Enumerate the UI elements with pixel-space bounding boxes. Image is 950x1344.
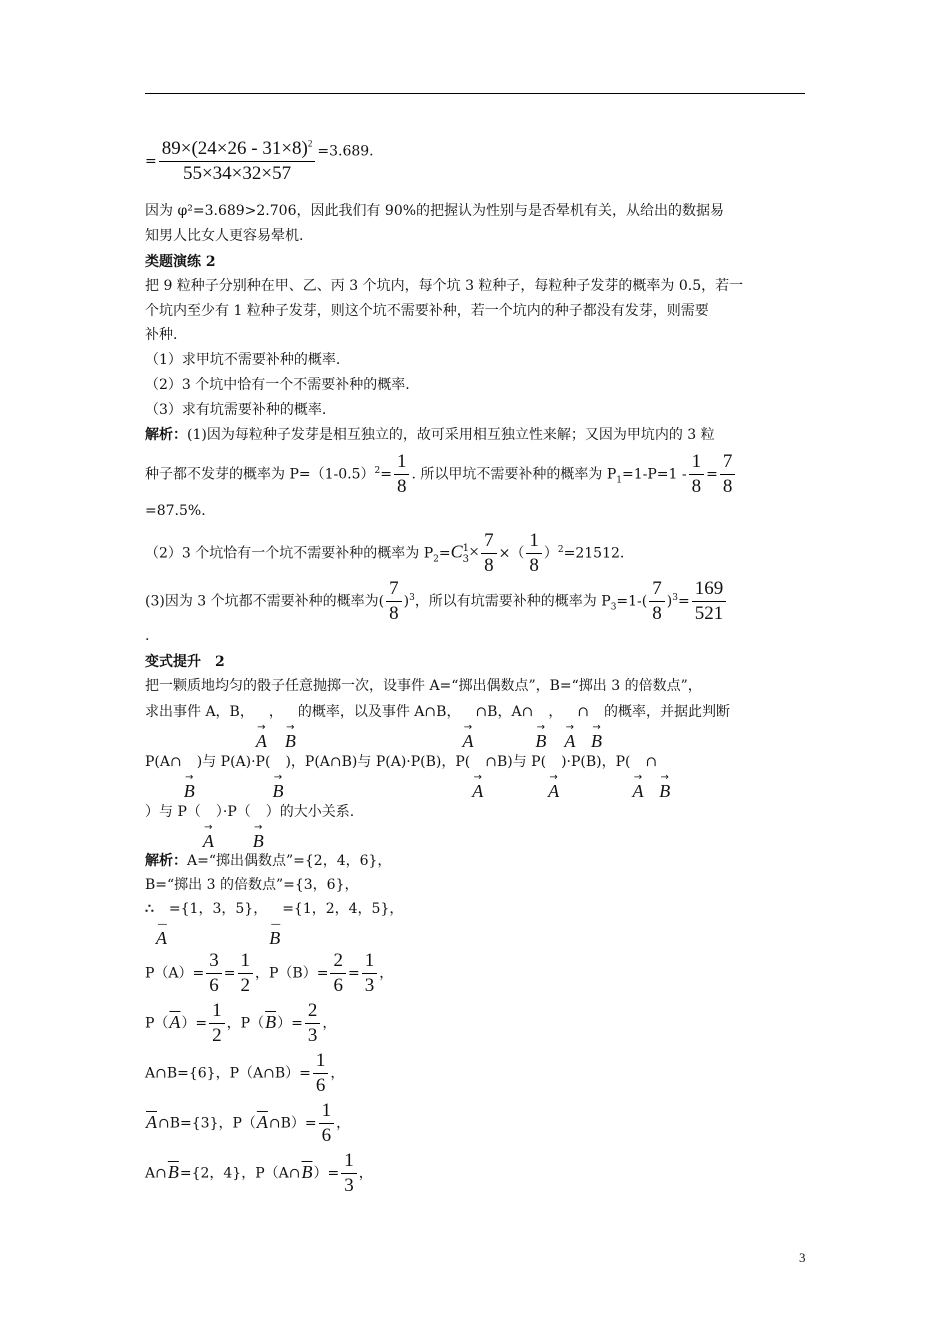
solution1-line-1 [145,425,715,445]
conclusion-line-1: 因为 φ²=3.689>2.706，因此我们有 90%的把握认为性别与是否晕机有关，从给出的数据易 [145,203,725,219]
pa-label: P（A）= [145,965,205,982]
solution2-text-1: A=“掷出偶数点”={2，4，6}， [187,853,392,869]
v-p3-a: P(A∩ [145,754,182,770]
vec-A-4: → A [472,772,484,801]
vec-A: → A [255,722,267,751]
frac-2-3: $\frac{2}{3}$ [305,1000,321,1047]
denominator: 55×34×32×57 [182,163,292,184]
s1-q2-eq: = [438,545,451,562]
question-1: （1）求甲坑不需要补种的概率. [145,352,341,368]
drill-heading: 类题演练 2 [145,254,216,270]
variant-text-3 [145,752,672,800]
overline-B-3: $\overline{B}$ [301,1161,313,1182]
vec-A-7: → A [202,822,214,851]
conclusion-line-2: 知男人比女人更容易晕机. [145,228,304,244]
frac-1-8: $\frac{1}{8}$ [394,451,410,498]
solution2-line-2: B=“掷出 3 的倍数点”={3，6}， [145,877,359,893]
frac-7-8-c: $\frac{7}{8}$ [386,578,402,625]
header-rule [145,93,805,94]
therefore-sign: ∴ [145,901,154,917]
abbar-text-2: ={2，4}，P（A∩ [179,1165,301,1182]
vec-A-3: → A [564,722,576,751]
pabar-label: P（ [145,1015,169,1032]
times-sign: × [469,541,480,562]
chi-square-formula [145,138,374,185]
abar-set: ={1，3，5}， [168,901,268,917]
frac-1-3: $\frac{1}{3}$ [362,950,378,997]
solution1-line-3: =87.5%. [145,503,206,519]
s1-q2-text: （2）3 个坑恰有一个坑不需要补种的概率为 P [145,545,434,562]
vec-A-5: → A [548,772,560,801]
combination-indices: 1 3 [462,542,469,565]
pb-eq: = [347,965,360,982]
prob-a-bbar-line [145,1150,373,1197]
frac-1-6: $\frac{1}{6}$ [313,1050,329,1097]
numerator: 89×(24×26 - 31×8) [161,138,308,159]
eq-prefix: = [145,153,157,170]
prob-abar-bbar-line [145,1000,336,1047]
v-p4-b: ）·P（ [215,804,251,820]
s1-text-c: . 所以甲坑不需要补种的概率为 P [411,466,617,483]
pbbar-eq: ）= [277,1015,303,1032]
vec-A-2: → A [462,722,474,751]
chi-fraction [159,138,316,185]
abarb-comma: ， [336,1115,351,1132]
page-number: 3 [799,1250,806,1265]
s1-q3-text: (3)因为 3 个坑都不需要补种的概率为( [145,593,385,610]
frac-3-6: $\frac{3}{6}$ [206,950,222,997]
s1-q3-sup: 3 [409,592,415,603]
abarb-text: ∩B={3}，P（ [158,1115,256,1132]
abbar-comma: ， [358,1165,373,1182]
s1-eq-2: = [706,466,718,483]
frac-1-6-b: $\frac{1}{6}$ [319,1100,335,1147]
s1-q2-paren-open: ×（ [498,545,525,562]
pa-eq: = [223,965,236,982]
abarb-eq: ∩B）= [268,1115,317,1132]
variant-text-2 [145,702,730,750]
bar-B: — B [269,919,281,948]
s1-q3-eq: =1-( [616,593,648,610]
drill-text-2: 个坑内至少有 1 粒种子发芽，则这个坑不需要补种，若一个坑内的种子都没有发芽，则需要 [145,303,709,319]
v-p2-d: ∩B，A∩ [475,704,534,720]
solution2-line-1 [145,851,391,871]
variant-text-1: 把一颗质地均匀的骰子任意抛掷一次，设事件 A=“掷出偶数点”，B=“掷出 3 的倍数点”， [145,678,702,694]
s1-text-a: 种子都不发芽的概率为 P=（1-0.5） [145,466,375,483]
abbar-eq: ）= [313,1165,340,1182]
v-p3-c: )，P(A∩B)与 P(A)·P(B)，P( [285,754,471,770]
solution1-line-4 [145,530,624,577]
s1-q2-paren-close: ） [543,545,558,562]
vec-B-5: → B [272,772,284,801]
s1-q3-eq-2: = [677,593,690,610]
frac-2-6: $\frac{2}{6}$ [330,950,346,997]
overline-A-3: $\overline{A}$ [256,1111,268,1132]
drill-text-3: 补种. [145,327,178,343]
v-p2-f: ∩ [577,704,590,720]
drill-text-1: 把 9 粒种子分别种在甲、乙、丙 3 个坑内，每个坑 3 粒种子，每粒种子发芽的概率为 0.5，若一 [145,278,744,294]
s1-sub-1: 1 [616,475,622,486]
pbbar-label: ，P（ [226,1015,265,1032]
s1-q3-paren: ) [403,593,410,610]
question-2: （2）3 个坑中恰有一个不需要补种的概率. [145,377,410,393]
abbar-text: A∩ [145,1165,167,1182]
vec-B-3: → B [591,722,603,751]
vec-B-4: → B [183,772,195,801]
s1-q3-sup-2: 3 [672,592,678,603]
frac-1-2: $\frac{1}{2}$ [238,950,254,997]
v-p3-f: ∩ [645,754,658,770]
v-p2-a: 求出事件 A，B， [145,704,254,720]
s1-eq: = [380,466,392,483]
v-p2-g: 的概率，并据此判断 [604,704,731,720]
solution1-line-6: . [145,628,150,644]
s1-text-d: =1-P=1 - [622,466,687,483]
bar-A: — A [155,919,167,948]
v-p2-e: ， [548,704,563,720]
v-p4-a: ）与 P（ [145,804,201,820]
solution1-text-1: (1)因为每粒种子发芽是相互独立的，故可采用相互独立性来解；又因为甲坑内的 3 粒 [187,427,715,443]
vec-B: → B [284,722,296,751]
combination-symbol: C [450,541,463,562]
v-p2-b: ， [268,704,283,720]
s1-sub-2: 2 [433,554,439,565]
frac-7-8-b: $\frac{7}{8}$ [481,530,497,577]
frac-1-8-c: $\frac{1}{8}$ [526,530,542,577]
frac-1-2-b: $\frac{1}{2}$ [209,1000,225,1047]
s1-q2-result: =21512. [563,545,625,562]
frac-7-8: $\frac{7}{8}$ [720,451,736,498]
pb-label: ，P（B）= [255,965,329,982]
v-p3-d: ∩B)与 P( [485,754,547,770]
num-exponent: 2 [307,138,313,149]
prob-ab-line [145,1050,344,1097]
vec-B-2: → B [535,722,547,751]
s1-sup: 2 [374,465,381,476]
vec-B-7: → B [252,822,264,851]
frac-169-521: $\frac{169}{521}$ [692,578,727,625]
overline-A: $\overline{A}$ [169,1011,181,1032]
bbar-set: ={1，2，4，5}， [282,901,404,917]
v-p2-c: 的概率，以及事件 A∩B， [297,704,461,720]
pbbar-comma: ， [322,1015,337,1032]
pb-comma: ， [379,965,394,982]
variant-text-4 [145,802,354,850]
s1-q3-text-2: ，所以有坑需要补种的概率为 P [414,593,611,610]
question-3: （3）求有坑需要补种的概率. [145,402,327,418]
s1-q2-sup: 2 [557,544,564,555]
ab-text: A∩B={6}，P（A∩B）= [145,1065,311,1082]
formula-result: =3.689. [317,143,374,160]
v-p3-e: )·P(B)，P( [561,754,631,770]
solution2-label: 解析： [145,853,187,869]
overline-B: $\overline{B}$ [265,1011,277,1032]
overline-B-2: $\overline{B}$ [167,1161,179,1182]
solution1-line-2 [145,451,737,498]
solution-label: 解析： [145,427,187,443]
v-p3-b: )与 P(A)·P( [196,754,271,770]
ab-comma: ， [330,1065,345,1082]
frac-1-8-b: $\frac{1}{8}$ [689,451,705,498]
prob-a-b-line [145,950,393,997]
prob-abar-b-line [145,1100,350,1147]
solution1-line-5 [145,578,728,625]
v-p4-c: ）的大小关系. [265,804,355,820]
solution2-line-3 [145,899,403,947]
variant-heading: 变式提升 2 [145,654,225,670]
vec-B-6: → B [659,772,671,801]
pabar-eq: ）= [181,1015,208,1032]
frac-1-3-b: $\frac{1}{3}$ [341,1150,357,1197]
vec-A-6: → A [632,772,644,801]
overline-A-2: $\overline{A}$ [146,1111,157,1132]
s1-q3-paren-2: ) [666,593,673,610]
frac-7-8-d: $\frac{7}{8}$ [649,578,665,625]
s1-sub-3: 3 [610,602,617,613]
